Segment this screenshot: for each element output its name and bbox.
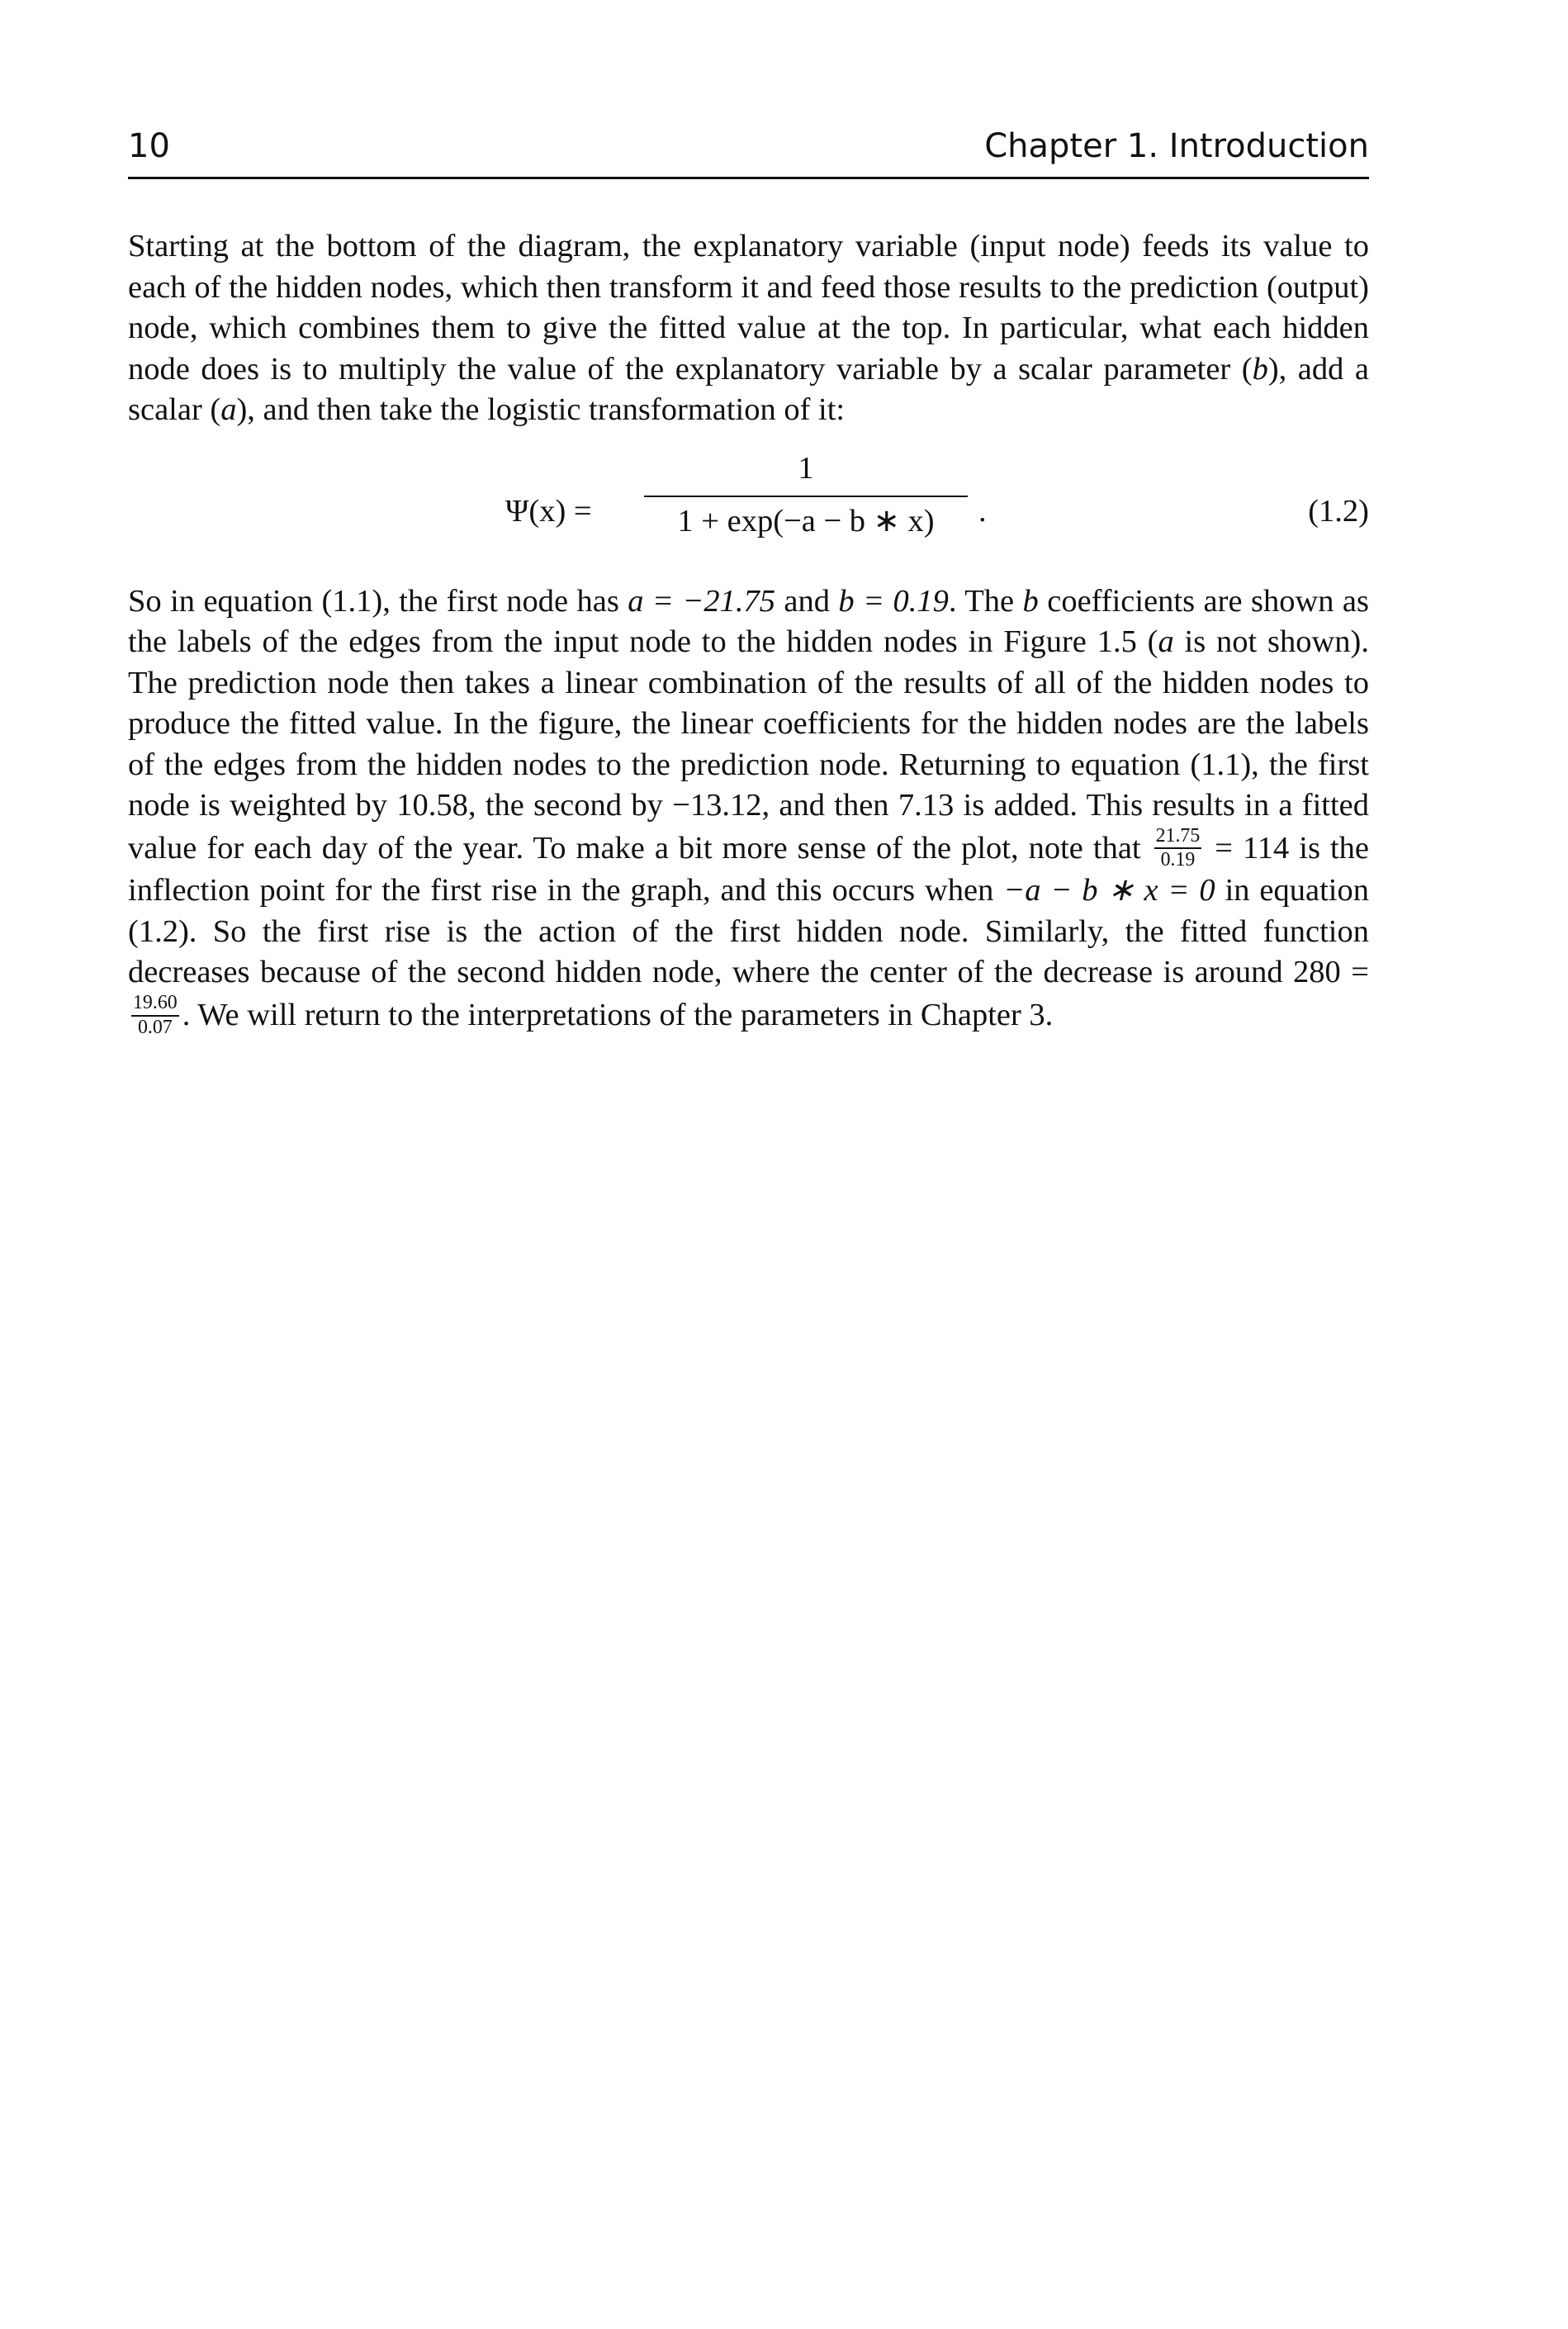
paragraph-1-text-3: ), and then take the logistic transformation of it: <box>236 392 846 427</box>
paragraph-2-text-8: . We will return to the interpretations of the parameters in Chapter 3. <box>182 997 1054 1032</box>
math-b-value: b = 0.19 <box>838 583 949 619</box>
page-number: 10 <box>128 127 170 165</box>
paragraph-1 <box>128 226 1369 431</box>
equation-numerator: 1 <box>798 450 814 486</box>
paragraph-2-text-7: in equation (1.2). So the first rise is the action of the first hidden node. Similarly, the fitted function decreases because of the second hidden node, where the center of the decrease is around 280 = <box>128 873 1369 990</box>
var-b: b <box>1252 351 1268 387</box>
fraction-bar <box>644 496 968 497</box>
paragraph-2 <box>128 581 1369 1038</box>
equation-lhs: Ψ(x) = <box>505 493 592 529</box>
fraction-numerator: 21.75 <box>1154 827 1202 850</box>
fraction-denominator: 0.07 <box>137 1016 173 1038</box>
equation-1-2 <box>128 449 1369 573</box>
paragraph-2-text-4: coefficients are shown as the labels of the edges from the input node to the hidden nodes in Figure 1.5 ( <box>128 583 1369 659</box>
paragraph-2-text-6: = 114 is the inflection point for the first rise in the graph, and this occurs when <box>128 830 1369 908</box>
paragraph-2-text-1: So in equation (1.1), the first node has <box>128 583 628 619</box>
inline-fraction-280 <box>131 991 179 1038</box>
paragraph-1-text-2: ), add a scalar ( <box>128 351 1369 427</box>
equation-denominator: 1 + exp(−a − b ∗ x) <box>677 503 935 538</box>
equation-fraction <box>644 449 968 540</box>
running-head <box>128 124 1369 179</box>
chapter-title: Chapter 1. Introduction <box>984 127 1369 165</box>
var-a: a <box>220 392 237 427</box>
fraction-numerator: 19.60 <box>131 994 179 1017</box>
paragraph-1-text-1: Starting at the bottom of the diagram, the explanatory variable (input node) feeds its value to each of the hidden nodes, which then transform it and feed those results to the prediction (output) node, which combines them to give the fitted value at the top. In particular, what each hidden node does is to multiply the value of the explanatory variable by a scalar parameter ( <box>128 229 1369 387</box>
equation-number: (1.2) <box>1308 493 1369 529</box>
equation-period: . <box>978 493 987 529</box>
math-zero-condition: −a − b ∗ x = 0 <box>1003 873 1215 908</box>
paragraph-2-text-2: and <box>775 583 839 619</box>
fraction-denominator: 0.19 <box>1160 849 1196 871</box>
paragraph-2-text-5: is not shown). The prediction node then takes a linear combination of the results of all of the hidden nodes to produce the fitted value. In the figure, the linear coefficients for the hidden nodes are the labels of the edges from the hidden nodes to the prediction node. Returning to equation (1.1), the first node is weighted by 10.58, the second by −13.12, and then 7.13 is added. This results in a fitted value for each day of the year. To make a bit more sense of the plot, note that <box>128 624 1369 866</box>
math-a-value: a = −21.75 <box>628 583 775 619</box>
math-b: b <box>1022 583 1039 619</box>
book-page <box>128 124 1369 1038</box>
paragraph-2-text-3: . The <box>948 583 1023 619</box>
inline-fraction-114 <box>1154 824 1202 871</box>
math-a: a <box>1158 624 1174 659</box>
